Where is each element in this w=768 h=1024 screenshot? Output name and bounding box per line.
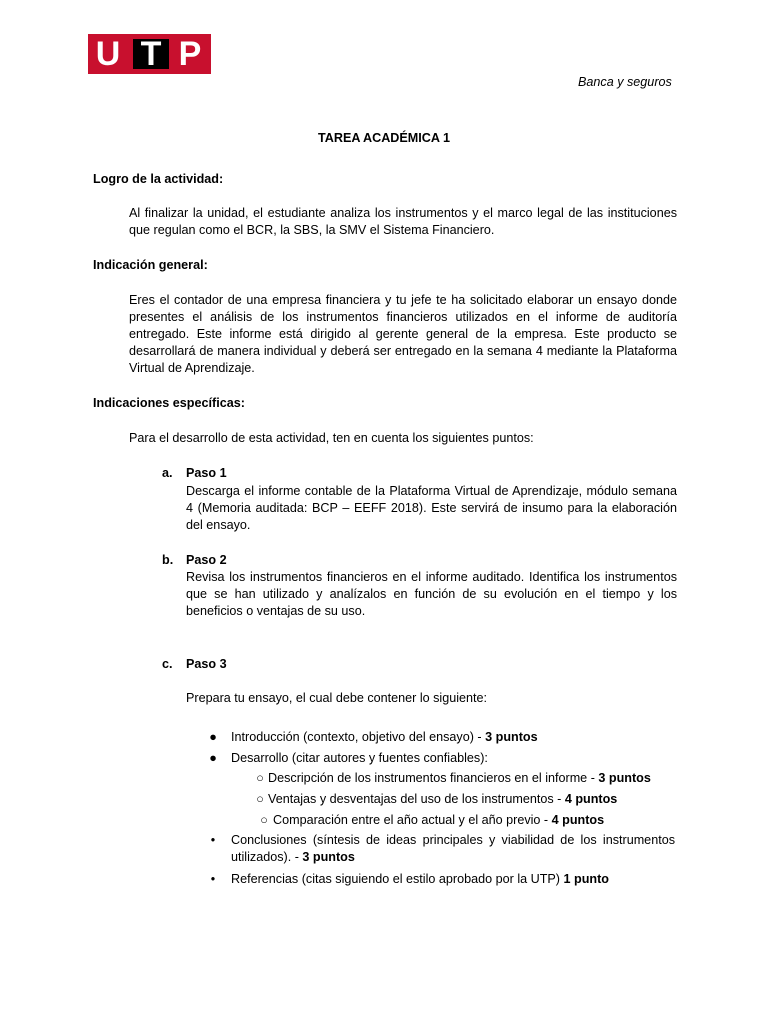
course-name: Banca y seguros	[578, 75, 672, 89]
logro-text: Al finalizar la unidad, el estudiante analiza los instrumentos y el marco legal de las instituciones que regulan como el BCR, la SBS, la SMV el Sistema Financiero.	[129, 206, 677, 237]
bullet-introduccion	[231, 729, 675, 746]
sub-bullet-descripcion-text: Descripción de los instrumentos financieros en el informe -	[268, 771, 599, 785]
indicacion-heading: Indicación general:	[93, 258, 208, 272]
bullet-introduccion-points: 3 puntos	[485, 730, 538, 744]
bullet-dot: ●	[209, 751, 217, 765]
utp-logo	[88, 34, 211, 74]
step-a-text: Descarga el informe contable de la Plataforma Virtual de Aprendizaje, módulo semana 4 (Memoria auditada: BCP – EEFF 2018). Este servirá de insumo para la elaboración del ensayo.	[186, 484, 677, 532]
step-b-letter: b.	[162, 553, 174, 567]
logo-letter-t: T	[133, 39, 169, 69]
sub-bullet-descripcion-points: 3 puntos	[598, 771, 651, 785]
sub-bullet-ventajas	[268, 791, 617, 808]
step-a-title: Paso 1	[186, 466, 227, 480]
sub-bullet-descripcion	[268, 770, 651, 787]
sub-bullet-ventajas-points: 4 puntos	[564, 792, 618, 806]
bullet-introduccion-text: Introducción (contexto, objetivo del ensayo) -	[231, 730, 486, 744]
bullet-dot: •	[210, 833, 216, 847]
sub-bullet-circle: ○	[256, 771, 264, 785]
bullet-referencias-text: Referencias (citas siguiendo el estilo aprobado por la UTP)	[231, 872, 564, 886]
bullet-conclusiones	[231, 832, 675, 866]
especificas-intro: Para el desarrollo de esta actividad, ten en cuenta los siguientes puntos:	[129, 431, 534, 445]
step-c-letter: c.	[162, 657, 173, 671]
logo-letter-u: U	[95, 35, 121, 73]
sub-bullet-circle: ○	[260, 813, 268, 827]
bullet-conclusiones-text: Conclusiones (síntesis de ideas principales y viabilidad de los instrumentos utilizados). -	[231, 833, 675, 864]
bullet-dot: ●	[209, 730, 217, 744]
sub-bullet-comparacion	[273, 812, 604, 829]
step-b-title: Paso 2	[186, 553, 227, 567]
bullet-referencias-points: 1 punto	[563, 872, 609, 886]
sub-bullet-comparacion-text: Comparación entre el año actual y el año previo -	[273, 813, 552, 827]
sub-bullet-circle: ○	[256, 792, 264, 806]
logo-letter-p: P	[178, 35, 202, 73]
sub-bullet-ventajas-text: Ventajas y desventajas del uso de los instrumentos -	[268, 792, 565, 806]
step-b-text: Revisa los instrumentos financieros en el informe auditado. Identifica los instrumentos que se han utilizado y analízalos en función de su evolución en el tiempo y los beneficios o ventajas de su uso.	[186, 570, 677, 618]
step-c-title: Paso 3	[186, 657, 227, 671]
indicacion-text: Eres el contador de una empresa financiera y tu jefe te ha solicitado elaborar un ensayo donde presentes el análisis de los instrumentos financieros utilizados en el informe de auditoría entregado. Este informe está dirigido al gerente general de la empresa. Este producto se desarrollará de manera individual y deberá ser entregado en la semana 4 mediante la Plataforma Virtual de Aprendizaje.	[129, 293, 677, 375]
especificas-heading: Indicaciones específicas:	[93, 396, 245, 410]
bullet-dot: •	[210, 872, 216, 886]
bullet-desarrollo: Desarrollo (citar autores y fuentes confiables):	[231, 751, 488, 765]
bullet-referencias	[231, 871, 675, 888]
sub-bullet-comparacion-points: 4 puntos	[551, 813, 605, 827]
bullet-conclusiones-points: 3 puntos	[302, 850, 355, 864]
document-title: TAREA ACADÉMICA 1	[318, 131, 450, 145]
logro-heading: Logro de la actividad:	[93, 172, 224, 186]
step-c-text: Prepara tu ensayo, el cual debe contener lo siguiente:	[186, 691, 488, 705]
step-a-letter: a.	[162, 466, 173, 480]
